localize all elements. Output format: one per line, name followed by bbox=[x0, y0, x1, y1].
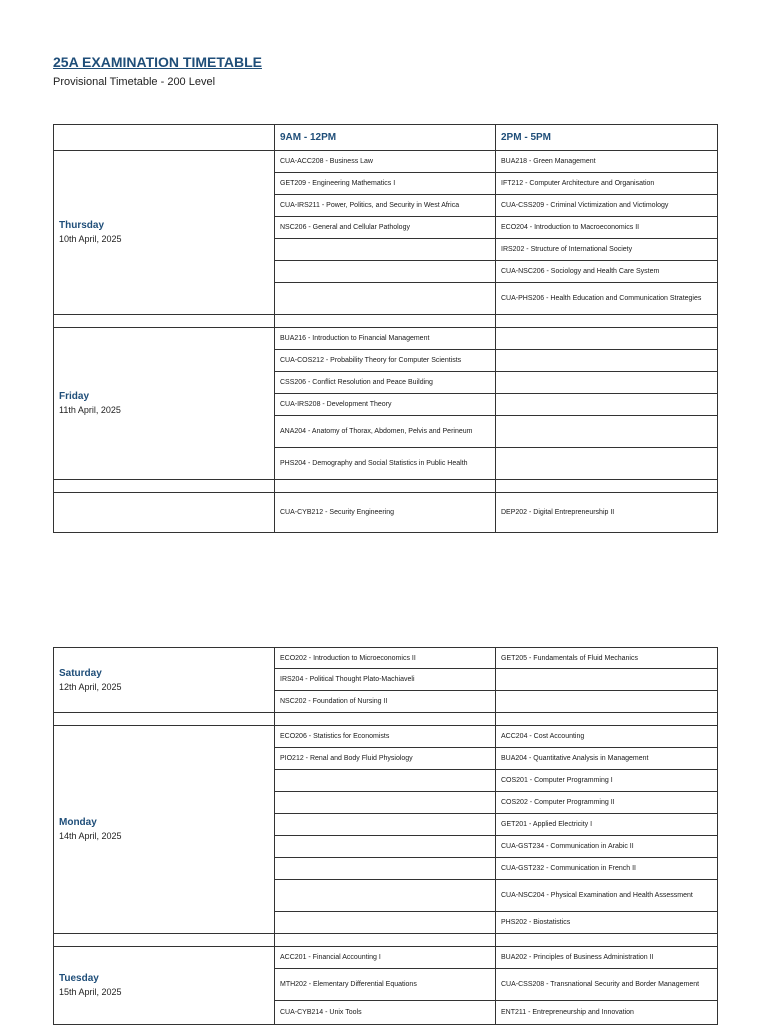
day-cell bbox=[54, 947, 275, 1025]
page-subtitle: Provisional Timetable - 200 Level bbox=[53, 76, 216, 88]
day-date: 14th April, 2025 bbox=[59, 831, 122, 841]
morning-exam-cell: BUA216 - Introduction to Financial Management bbox=[275, 328, 496, 350]
day-date: 12th April, 2025 bbox=[59, 681, 122, 692]
morning-exam-cell bbox=[275, 239, 496, 261]
afternoon-exam-cell bbox=[496, 669, 718, 691]
afternoon-exam-cell: IFT212 - Computer Architecture and Organisation bbox=[496, 173, 718, 195]
day-cell bbox=[54, 493, 275, 533]
morning-exam-cell bbox=[275, 858, 496, 880]
day-date: 11th April, 2025 bbox=[59, 405, 121, 415]
morning-exam-cell bbox=[275, 792, 496, 814]
table-row bbox=[54, 328, 718, 350]
day-date: 10th April, 2025 bbox=[59, 234, 122, 244]
afternoon-exam-cell: ENT211 - Entrepreneurship and Innovation bbox=[496, 1001, 718, 1025]
afternoon-exam-cell: CUA-GST234 - Communication in Arabic II bbox=[496, 836, 718, 858]
afternoon-exam-cell: ACC204 - Cost Accounting bbox=[496, 726, 718, 748]
afternoon-exam-cell: GET205 - Fundamentals of Fluid Mechanics bbox=[496, 648, 718, 669]
afternoon-exam-cell: CUA-PHS206 - Health Education and Communication Strategies bbox=[496, 283, 718, 315]
morning-exam-cell: NSC202 - Foundation of Nursing II bbox=[275, 691, 496, 713]
morning-exam-cell: ECO206 - Statistics for Economists bbox=[275, 726, 496, 748]
morning-exam-cell bbox=[275, 814, 496, 836]
morning-exam-cell: CUA-IRS211 - Power, Politics, and Security in West Africa bbox=[275, 195, 496, 217]
afternoon-exam-cell: PHS202 - Biostatistics bbox=[496, 912, 718, 934]
day-name: Saturday bbox=[59, 667, 102, 679]
table-row bbox=[54, 493, 718, 533]
afternoon-exam-cell: CUA-GST232 - Communication in French II bbox=[496, 858, 718, 880]
day-group-saturday bbox=[54, 648, 718, 713]
day-cell bbox=[54, 151, 275, 315]
day-cell bbox=[54, 726, 275, 934]
day-cell bbox=[54, 648, 275, 713]
day-name: Monday bbox=[59, 817, 97, 828]
day-name: Thursday bbox=[59, 220, 105, 231]
table-row bbox=[54, 726, 718, 748]
morning-exam-cell bbox=[275, 912, 496, 934]
morning-exam-cell: ANA204 - Anatomy of Thorax, Abdomen, Pelvis and Perineum bbox=[275, 416, 496, 448]
afternoon-column-header: 2PM - 5PM bbox=[496, 125, 718, 151]
afternoon-exam-cell: COS201 - Computer Programming I bbox=[496, 770, 718, 792]
morning-exam-cell: PIO212 - Renal and Body Fluid Physiology bbox=[275, 748, 496, 770]
spacer-row bbox=[54, 315, 718, 328]
afternoon-exam-cell bbox=[496, 394, 718, 416]
morning-exam-cell: CUA-ACC208 - Business Law bbox=[275, 151, 496, 173]
page-title: 25A EXAMINATION TIMETABLE bbox=[53, 54, 262, 70]
afternoon-exam-cell bbox=[496, 328, 718, 350]
day-group-extra bbox=[54, 493, 718, 533]
day-column-header bbox=[54, 125, 275, 151]
day-group-thursday bbox=[54, 151, 718, 315]
day-group-friday bbox=[54, 328, 718, 480]
morning-exam-cell: MTH202 - Elementary Differential Equations bbox=[275, 969, 496, 1001]
morning-exam-cell: CUA-COS212 - Probability Theory for Computer Scientists bbox=[275, 350, 496, 372]
morning-column-header: 9AM - 12PM bbox=[275, 125, 496, 151]
afternoon-exam-cell bbox=[496, 448, 718, 480]
day-group-monday bbox=[54, 726, 718, 934]
spacer-row bbox=[54, 934, 718, 947]
timetable-table-1 bbox=[53, 124, 718, 533]
afternoon-exam-cell: COS202 - Computer Programming II bbox=[496, 792, 718, 814]
afternoon-exam-cell: GET201 - Applied Electricity I bbox=[496, 814, 718, 836]
day-name: Tuesday bbox=[59, 973, 99, 984]
afternoon-exam-cell: BUA204 - Quantitative Analysis in Management bbox=[496, 748, 718, 770]
morning-exam-cell: PHS204 - Demography and Social Statistics in Public Health bbox=[275, 448, 496, 480]
day-date: 15th April, 2025 bbox=[59, 987, 122, 997]
morning-exam-cell: GET209 - Engineering Mathematics I bbox=[275, 173, 496, 195]
afternoon-exam-cell: CUA-CSS208 - Transnational Security and Border Management bbox=[496, 969, 718, 1001]
morning-exam-cell: CUA-IRS208 - Development Theory bbox=[275, 394, 496, 416]
spacer-row bbox=[54, 480, 718, 493]
table-row bbox=[54, 648, 718, 669]
afternoon-exam-cell: CUA-CSS209 - Criminal Victimization and Victimology bbox=[496, 195, 718, 217]
morning-exam-cell bbox=[275, 261, 496, 283]
afternoon-exam-cell bbox=[496, 372, 718, 394]
afternoon-exam-cell bbox=[496, 350, 718, 372]
afternoon-exam-cell: DEP202 - Digital Entrepreneurship II bbox=[496, 493, 718, 533]
morning-exam-cell: CUA-CYB212 - Security Engineering bbox=[275, 493, 496, 533]
morning-exam-cell: ACC201 - Financial Accounting I bbox=[275, 947, 496, 969]
table-header-row bbox=[54, 125, 718, 151]
morning-exam-cell bbox=[275, 283, 496, 315]
day-group-tuesday bbox=[54, 947, 718, 1025]
afternoon-exam-cell: IRS202 - Structure of International Society bbox=[496, 239, 718, 261]
morning-exam-cell: IRS204 - Political Thought Plato-Machiaveli bbox=[275, 669, 496, 691]
day-cell bbox=[54, 328, 275, 480]
morning-exam-cell bbox=[275, 770, 496, 792]
afternoon-exam-cell bbox=[496, 691, 718, 713]
afternoon-exam-cell bbox=[496, 416, 718, 448]
morning-exam-cell: CSS206 - Conflict Resolution and Peace Building bbox=[275, 372, 496, 394]
morning-exam-cell: CUA-CYB214 - Unix Tools bbox=[275, 1001, 496, 1025]
afternoon-exam-cell: CUA-NSC206 - Sociology and Health Care System bbox=[496, 261, 718, 283]
afternoon-exam-cell: CUA-NSC204 - Physical Examination and Health Assessment bbox=[496, 880, 718, 912]
timetable-table-2 bbox=[53, 647, 718, 1025]
day-name: Friday bbox=[59, 391, 90, 402]
table-row bbox=[54, 151, 718, 173]
morning-exam-cell bbox=[275, 880, 496, 912]
afternoon-exam-cell: BUA202 - Principles of Business Administration II bbox=[496, 947, 718, 969]
afternoon-exam-cell: BUA218 - Green Management bbox=[496, 151, 718, 173]
morning-exam-cell: ECO202 - Introduction to Microeconomics II bbox=[275, 648, 496, 669]
afternoon-exam-cell: ECO204 - Introduction to Macroeconomics II bbox=[496, 217, 718, 239]
spacer-row bbox=[54, 713, 718, 726]
table-row bbox=[54, 947, 718, 969]
morning-exam-cell: NSC206 - General and Cellular Pathology bbox=[275, 217, 496, 239]
morning-exam-cell bbox=[275, 836, 496, 858]
